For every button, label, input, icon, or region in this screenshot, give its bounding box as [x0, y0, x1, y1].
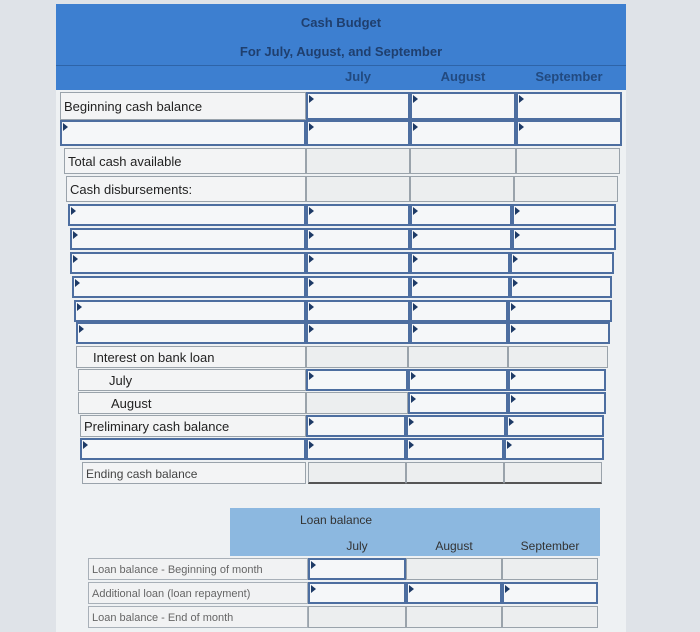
disbursement-1-august-input[interactable]	[410, 204, 512, 226]
loan-label-additional: Additional loan (loan repayment)	[88, 582, 308, 604]
loan-additional-august-input[interactable]	[406, 582, 502, 604]
disbursement-1-july-input[interactable]	[306, 204, 410, 226]
financing-label-input[interactable]	[80, 438, 306, 460]
row-label-interest-july: July	[78, 369, 306, 391]
interest-header-august	[408, 346, 508, 368]
preliminary-july-input[interactable]	[306, 415, 406, 437]
interest-august-september-input[interactable]	[508, 392, 606, 414]
disbursement-3-august-input[interactable]	[410, 252, 510, 274]
interest-header-july	[306, 346, 408, 368]
row-label-interest-august: August	[78, 392, 306, 414]
row-label-interest-on-bank-loan: Interest on bank loan	[76, 346, 306, 368]
budget-subtitle: For July, August, and September	[239, 44, 443, 59]
disbursement-2-july-input[interactable]	[306, 228, 410, 250]
disbursement-3-july-input[interactable]	[306, 252, 410, 274]
disbursement-4-label-input[interactable]	[72, 276, 306, 298]
ending-july	[308, 462, 406, 484]
financing-july-input[interactable]	[306, 438, 406, 460]
budget-title: Cash Budget	[300, 15, 382, 30]
interest-july-july-input[interactable]	[306, 369, 408, 391]
total-cash-september	[516, 148, 620, 174]
row-label-preliminary-cash-balance: Preliminary cash balance	[80, 415, 306, 437]
interest-header-september	[508, 346, 608, 368]
loan-beginning-august	[406, 558, 502, 580]
disbursement-5-august-input[interactable]	[410, 300, 508, 322]
loan-beginning-july-input[interactable]	[308, 558, 406, 580]
receipts-july-input[interactable]	[306, 120, 410, 146]
row-label-total-cash-available: Total cash available	[64, 148, 306, 174]
disbursements-header-july	[306, 176, 410, 202]
loan-end-july	[308, 606, 406, 628]
disbursements-header-august	[410, 176, 514, 202]
row-label-beginning-cash-balance: Beginning cash balance	[60, 92, 306, 120]
interest-july-august-input[interactable]	[408, 369, 508, 391]
disbursement-2-label-input[interactable]	[70, 228, 306, 250]
disbursement-2-august-input[interactable]	[410, 228, 512, 250]
disbursement-1-september-input[interactable]	[512, 204, 616, 226]
disbursement-6-august-input[interactable]	[410, 322, 508, 344]
row-label-ending-cash-balance: Ending cash balance	[82, 462, 306, 484]
total-cash-august	[410, 148, 516, 174]
interest-july-september-input[interactable]	[508, 369, 606, 391]
loan-balance-title: Loan balance	[300, 513, 373, 527]
loan-additional-september-input[interactable]	[502, 582, 598, 604]
loan-end-september	[502, 606, 598, 628]
disbursement-2-september-input[interactable]	[512, 228, 616, 250]
loan-additional-july-input[interactable]	[308, 582, 406, 604]
financing-august-input[interactable]	[406, 438, 504, 460]
disbursement-4-september-input[interactable]	[510, 276, 612, 298]
disbursements-header-september	[514, 176, 618, 202]
disbursement-6-july-input[interactable]	[306, 322, 410, 344]
header-month-august: August	[440, 69, 486, 84]
total-cash-july	[306, 148, 410, 174]
disbursement-6-label-input[interactable]	[76, 322, 306, 344]
interest-august-july	[306, 392, 408, 414]
header-month-july: July	[344, 69, 371, 84]
beginning-cash-august-input[interactable]	[410, 92, 516, 120]
disbursement-6-september-input[interactable]	[508, 322, 610, 344]
receipts-september-input[interactable]	[516, 120, 622, 146]
disbursement-5-september-input[interactable]	[508, 300, 612, 322]
disbursement-4-august-input[interactable]	[410, 276, 510, 298]
interest-august-august-input[interactable]	[408, 392, 508, 414]
disbursement-5-label-input[interactable]	[74, 300, 306, 322]
disbursement-3-september-input[interactable]	[510, 252, 614, 274]
disbursement-3-label-input[interactable]	[70, 252, 306, 274]
disbursement-4-july-input[interactable]	[306, 276, 410, 298]
beginning-cash-september-input[interactable]	[516, 92, 622, 120]
loan-month-july: July	[346, 539, 368, 553]
loan-end-august	[406, 606, 502, 628]
receipts-august-input[interactable]	[410, 120, 516, 146]
beginning-cash-july-input[interactable]	[306, 92, 410, 120]
ending-august	[406, 462, 504, 484]
loan-month-august: August	[435, 539, 473, 553]
financing-september-input[interactable]	[504, 438, 604, 460]
receipts-label-input[interactable]	[60, 120, 306, 146]
loan-month-september: September	[520, 539, 580, 553]
header-month-september: September	[535, 69, 603, 84]
disbursement-1-label-input[interactable]	[68, 204, 306, 226]
loan-beginning-september	[502, 558, 598, 580]
preliminary-september-input[interactable]	[506, 415, 604, 437]
row-label-cash-disbursements: Cash disbursements:	[66, 176, 306, 202]
loan-label-end: Loan balance - End of month	[88, 606, 308, 628]
loan-label-beginning: Loan balance - Beginning of month	[88, 558, 308, 580]
ending-september	[504, 462, 602, 484]
disbursement-5-july-input[interactable]	[306, 300, 410, 322]
preliminary-august-input[interactable]	[406, 415, 506, 437]
